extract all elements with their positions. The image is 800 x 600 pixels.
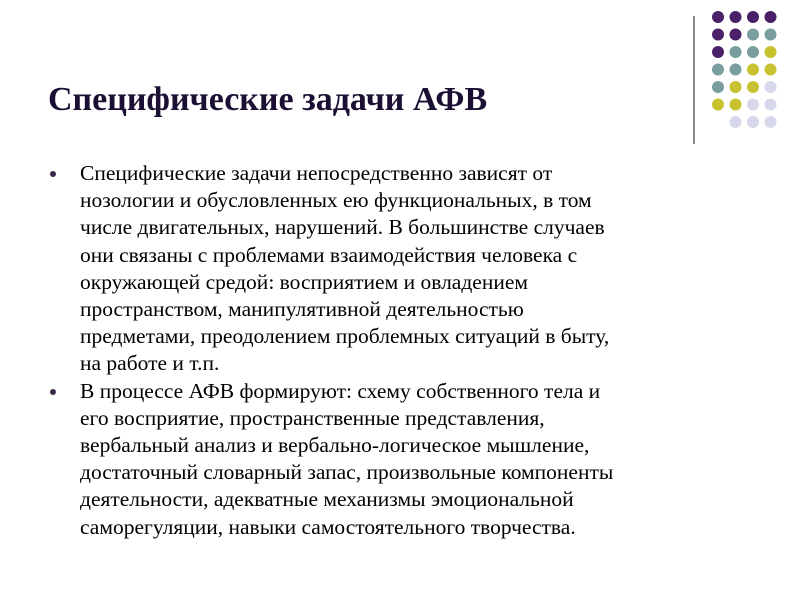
bullet-line: числе двигательных, нарушений. В большинстве случаев — [80, 215, 605, 240]
bullet-line: достаточный словарный запас, произвольные компоненты — [80, 460, 614, 485]
decor-dot-teal — [747, 46, 759, 58]
decor-dot-olive — [730, 81, 742, 93]
decor-dot-lavender — [747, 99, 759, 111]
decor-dot-purple — [730, 29, 742, 41]
decor-dot-purple — [747, 11, 759, 23]
decor-dot-teal — [730, 46, 742, 58]
decor-dot-purple — [712, 29, 724, 41]
decor-dot-olive — [712, 99, 724, 111]
bullet-line: предметами, преодолением проблемных ситуаций в быту, — [80, 324, 610, 349]
decor-dot-teal — [730, 64, 742, 76]
decor-dot-lavender — [765, 99, 777, 111]
decor-dot-purple — [730, 11, 742, 23]
decor-dot-lavender — [747, 116, 759, 128]
bullet-line: Специфические задачи непосредственно зависят от — [80, 161, 553, 185]
decor-dot-teal — [712, 81, 724, 93]
decor-dot-olive — [747, 81, 759, 93]
bullet-line: саморегуляции, навыки самостоятельного творчества. — [80, 514, 576, 539]
bullet-line: вербальный анализ и вербально-логическое мышление, — [80, 433, 590, 458]
bullet-dot-icon — [50, 389, 56, 395]
decor-dot-teal — [765, 29, 777, 41]
decor-dot-lavender — [765, 116, 777, 128]
decor-dot-purple — [765, 11, 777, 23]
bullet-item-2 — [50, 378, 770, 541]
bullet-line: на работе и т.п. — [80, 351, 220, 376]
decor-dot-purple — [712, 46, 724, 58]
bullet-line: В процессе АФВ формируют: схему собственного тела и — [80, 378, 601, 403]
title-divider-line — [693, 16, 695, 144]
bullet-list — [50, 160, 770, 541]
bullet-item-1 — [50, 160, 770, 378]
decorative-dot-grid — [0, 0, 800, 150]
slide-title: Специфические задачи АФВ — [48, 81, 488, 118]
bullet-line: его восприятие, пространственные представления, — [80, 405, 545, 430]
bullet-text-1 — [80, 160, 770, 378]
bullet-line: нозологии и обусловленных ею функциональных, в том — [80, 188, 592, 213]
bullet-line: окружающей средой: восприятием и овладением — [80, 269, 528, 294]
bullet-text-2 — [80, 378, 770, 541]
bullet-line: деятельности, адекватные механизмы эмоциональной — [80, 487, 574, 512]
decor-dot-olive — [765, 64, 777, 76]
bullet-line: пространством, манипулятивной деятельностью — [80, 297, 524, 322]
bullet-line: они связаны с проблемами взаимодействия человека с — [80, 242, 578, 267]
bullet-dot-icon — [50, 171, 56, 177]
decor-dot-purple — [712, 11, 724, 23]
decor-dot-teal — [712, 64, 724, 76]
decor-dot-lavender — [765, 81, 777, 93]
decor-dot-olive — [765, 46, 777, 58]
decor-dot-lavender — [730, 116, 742, 128]
decor-dot-teal — [747, 29, 759, 41]
decor-dot-olive — [730, 99, 742, 111]
decor-dot-olive — [747, 64, 759, 76]
